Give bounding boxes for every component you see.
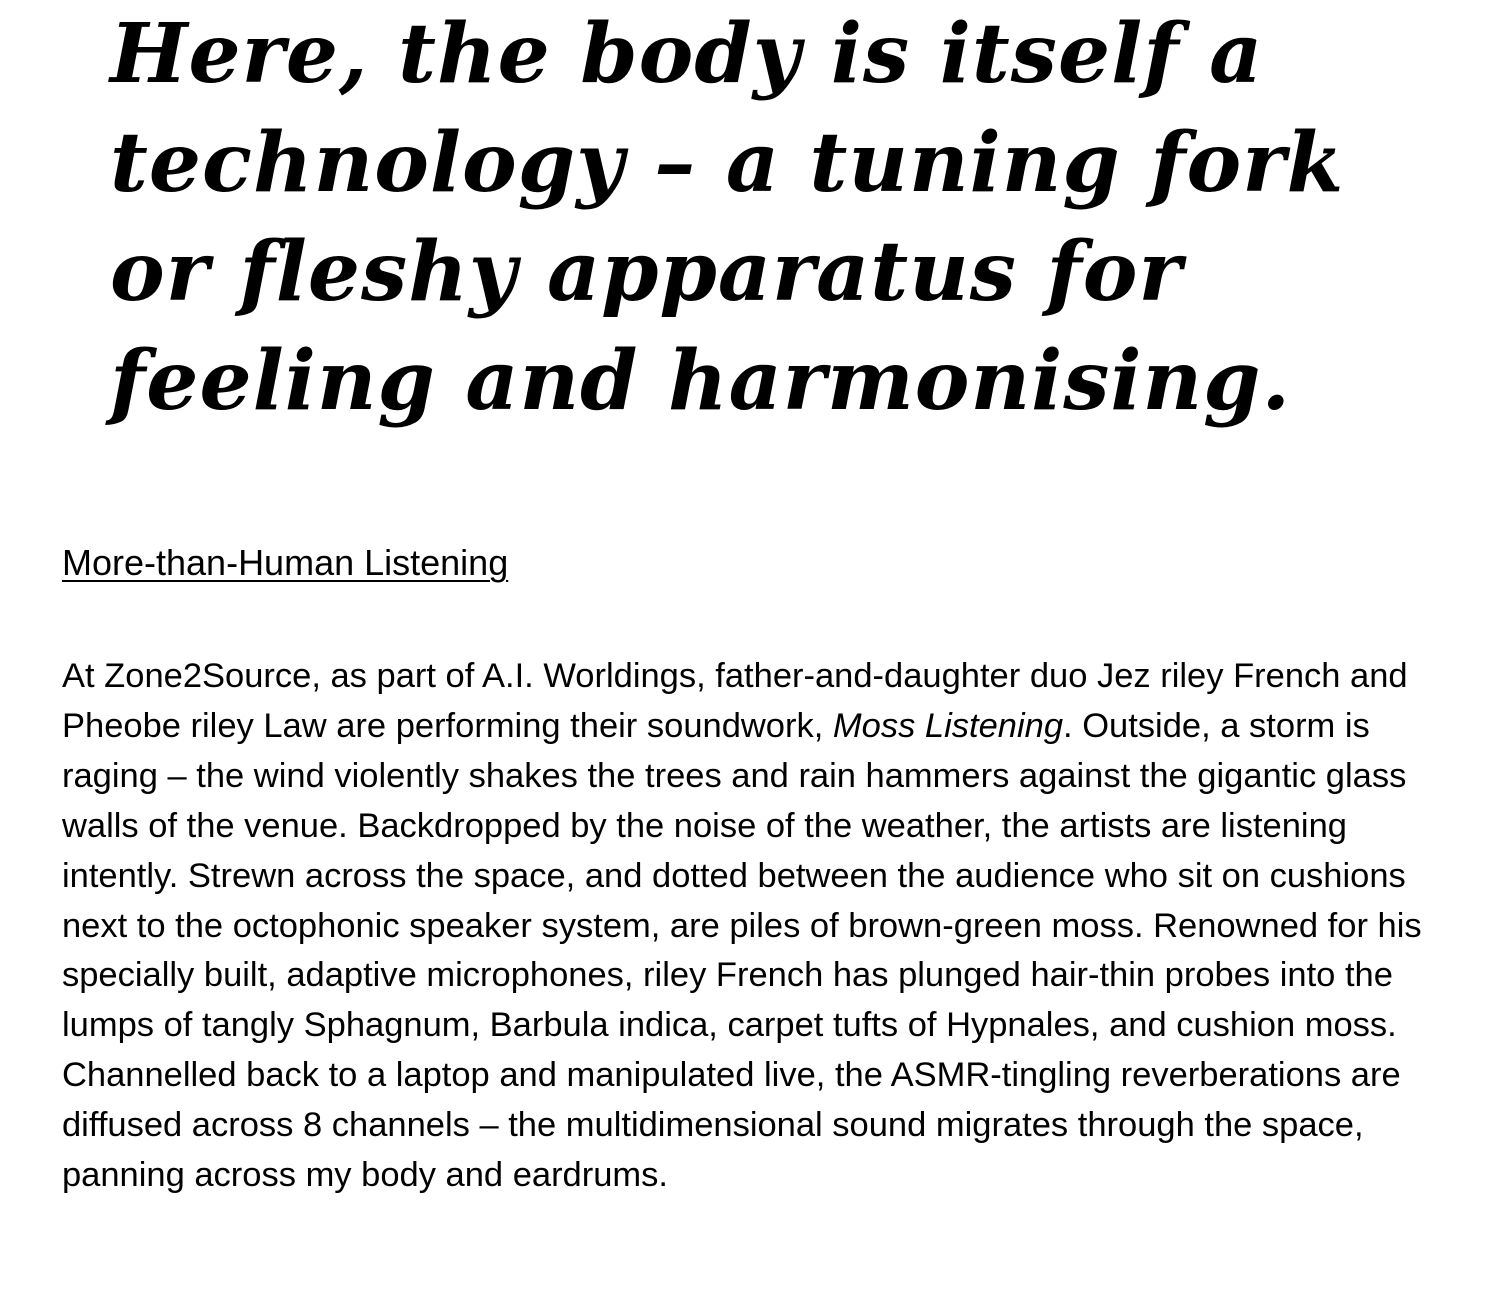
section-heading: More-than-Human Listening xyxy=(62,542,509,583)
article-text-body: . Outside, a storm is raging – the wind violently shakes the trees and rain hammers against the gigantic glass walls of the venue. Backdropped by the noise of the weather, the artists are listening intently. Strewn across the space, and dotted between the audience who sit on cushions next to the octophonic speaker system, are piles of brown-green moss. Renowned for his specially built, adaptive microphones, riley French has plunged hair-thin probes into the lumps of tangly Sphagnum, Barbula indica, carpet tufts of Hypnales, and cushion moss. Channelled back to a laptop and manipulated live, the ASMR-tingling reverberations are diffused across 8 channels – the multidimensional sound migrates through the space, panning across my body and eardrums. xyxy=(62,706,1422,1195)
article-paragraph xyxy=(62,652,1432,1201)
work-title: Moss Listening xyxy=(832,706,1064,745)
pull-quote: Here, the body is itself a technology – a tuning fork or fleshy apparatus for feeling and harmonising. xyxy=(110,6,1345,429)
article-text-intro: At Zone2Source, as part of A.I. Worldings, father-and-daughter duo Jez riley French and Pheobe riley Law are performing their soundwork, xyxy=(62,657,1408,745)
